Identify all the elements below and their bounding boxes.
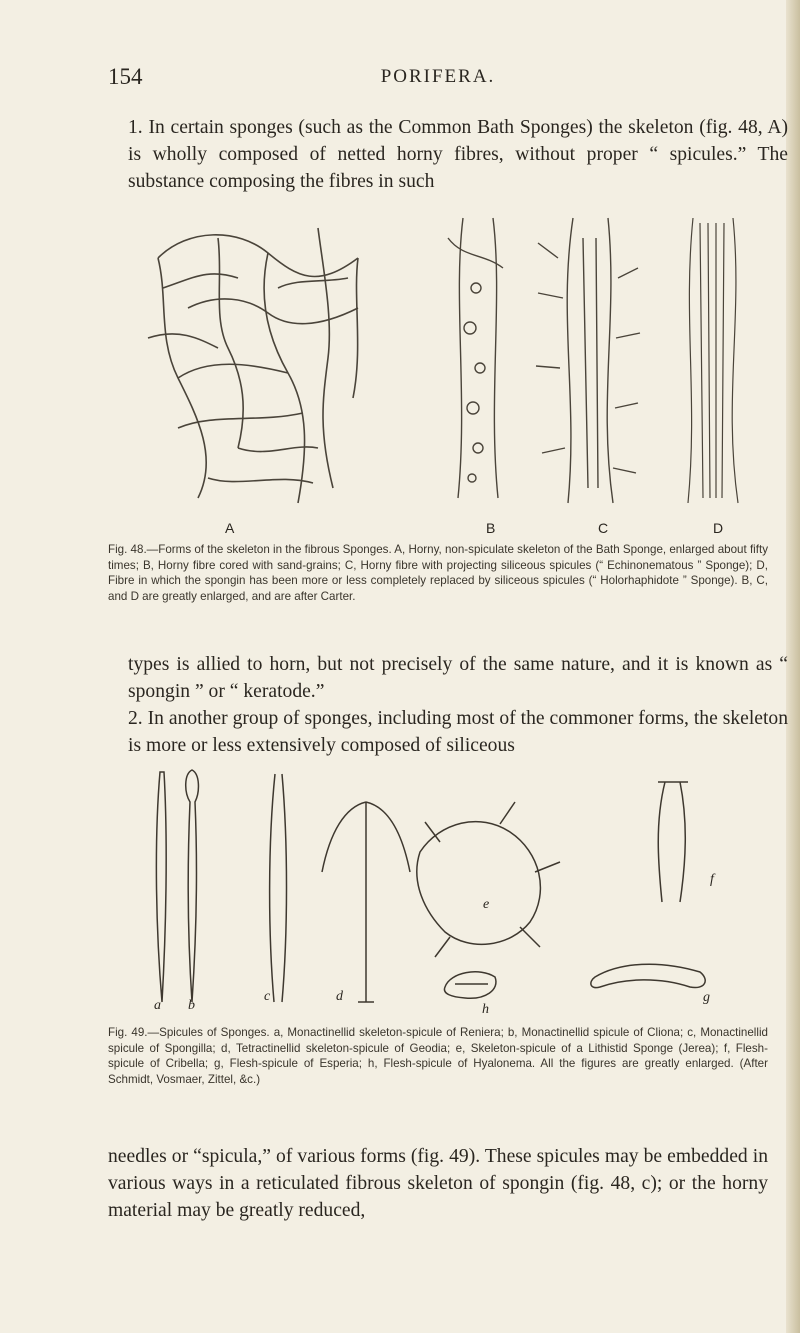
spicule-d bbox=[322, 802, 410, 1002]
paragraph-1: 1. In certain sponges (such as the Common Bath Sponges) the skeleton (fig. 48, A) is wholly composed of netted horny fibres, without proper “ spicules.” The substance composing the fibres in such bbox=[128, 117, 788, 192]
figure-49-drawing bbox=[140, 762, 740, 1012]
fig49-label-h: h bbox=[482, 1002, 489, 1017]
fig48-label-a: A bbox=[225, 520, 235, 536]
spicule-g bbox=[591, 964, 705, 987]
spicule-e bbox=[417, 822, 541, 945]
fig48-label-b: B bbox=[486, 520, 496, 536]
fig49-label-g: g bbox=[703, 990, 710, 1005]
running-header bbox=[108, 64, 768, 94]
page-number: 154 bbox=[108, 64, 143, 89]
spicule-h bbox=[444, 972, 496, 998]
spicule-f bbox=[658, 782, 688, 902]
fig49-label-e: e bbox=[483, 897, 490, 912]
figure-49-caption: Fig. 49.—Spicules of Sponges. a, Monactinellid skeleton-spicule of Reniera; b, Monactinellid spicule of Cliona; c, Monactinellid spicule of Spongilla; d, Tetractinellid skeleton-spicule of Geodia; e, Skeleton-spicule of a Lithistid Sponge (Jerea); f, Flesh-spicule of Cribella; g, Flesh-spicule of Esperia; h, Flesh-spicule of Hyalonema. All the figures are greatly enlarged. (After Schmidt, Vosmaer, Zittel, &c.) bbox=[108, 1026, 768, 1086]
fig48-a-horny-network bbox=[148, 228, 358, 503]
paragraph-4: needles or “spicula,” of various forms (fig. 49). These spicules may be embedded in various ways in a reticulated fibrous skeleton of spongin (fig. 48, c); or the horny material may be greatly reduced, bbox=[108, 1146, 768, 1221]
fig48-d-spicular-fibre bbox=[688, 218, 738, 503]
fig49-label-a: a bbox=[154, 998, 161, 1013]
fig48-b-sand-fibre bbox=[448, 218, 503, 498]
figure-49 bbox=[140, 762, 740, 1017]
fig49-label-d: d bbox=[336, 989, 343, 1004]
page-edge bbox=[786, 0, 800, 1333]
spicule-b bbox=[186, 770, 199, 1002]
figure-48 bbox=[118, 198, 763, 536]
fig49-label-f: f bbox=[710, 872, 714, 887]
running-title: PORIFERA. bbox=[380, 66, 496, 87]
paragraph-2: types is allied to horn, but not precisely of the same nature, and it is known as “ spongin ” or “ keratode.” bbox=[128, 654, 788, 702]
spicule-a bbox=[156, 772, 166, 1002]
fig49-label-c: c bbox=[264, 989, 271, 1004]
figure-48-caption: Fig. 48.—Forms of the skeleton in the fibrous Sponges. A, Horny, non-spiculate skeleton of the Bath Sponge, enlarged about fifty times; B, Horny fibre cored with sand-grains; C, Horny fibre with projecting siliceous spicules (“ Echinonematous ” Sponge); D, Fibre in which the spongin has been more or less completely replaced by siliceous spicules (“ Holorhaphidote ” Sponge). B, C, and D are greatly enlarged, and are after Carter. bbox=[108, 543, 768, 603]
fig48-label-d: D bbox=[713, 520, 724, 536]
fig48-label-c: C bbox=[598, 520, 609, 536]
fig48-c-spicule-fibre bbox=[536, 218, 640, 503]
spicule-c bbox=[270, 774, 287, 1002]
figure-48-drawing bbox=[118, 198, 763, 523]
paragraph-3: 2. In another group of sponges, including most of the commoner forms, the skeleton is more or less extensively composed of siliceous bbox=[128, 708, 788, 756]
fig49-label-b: b bbox=[188, 998, 195, 1013]
